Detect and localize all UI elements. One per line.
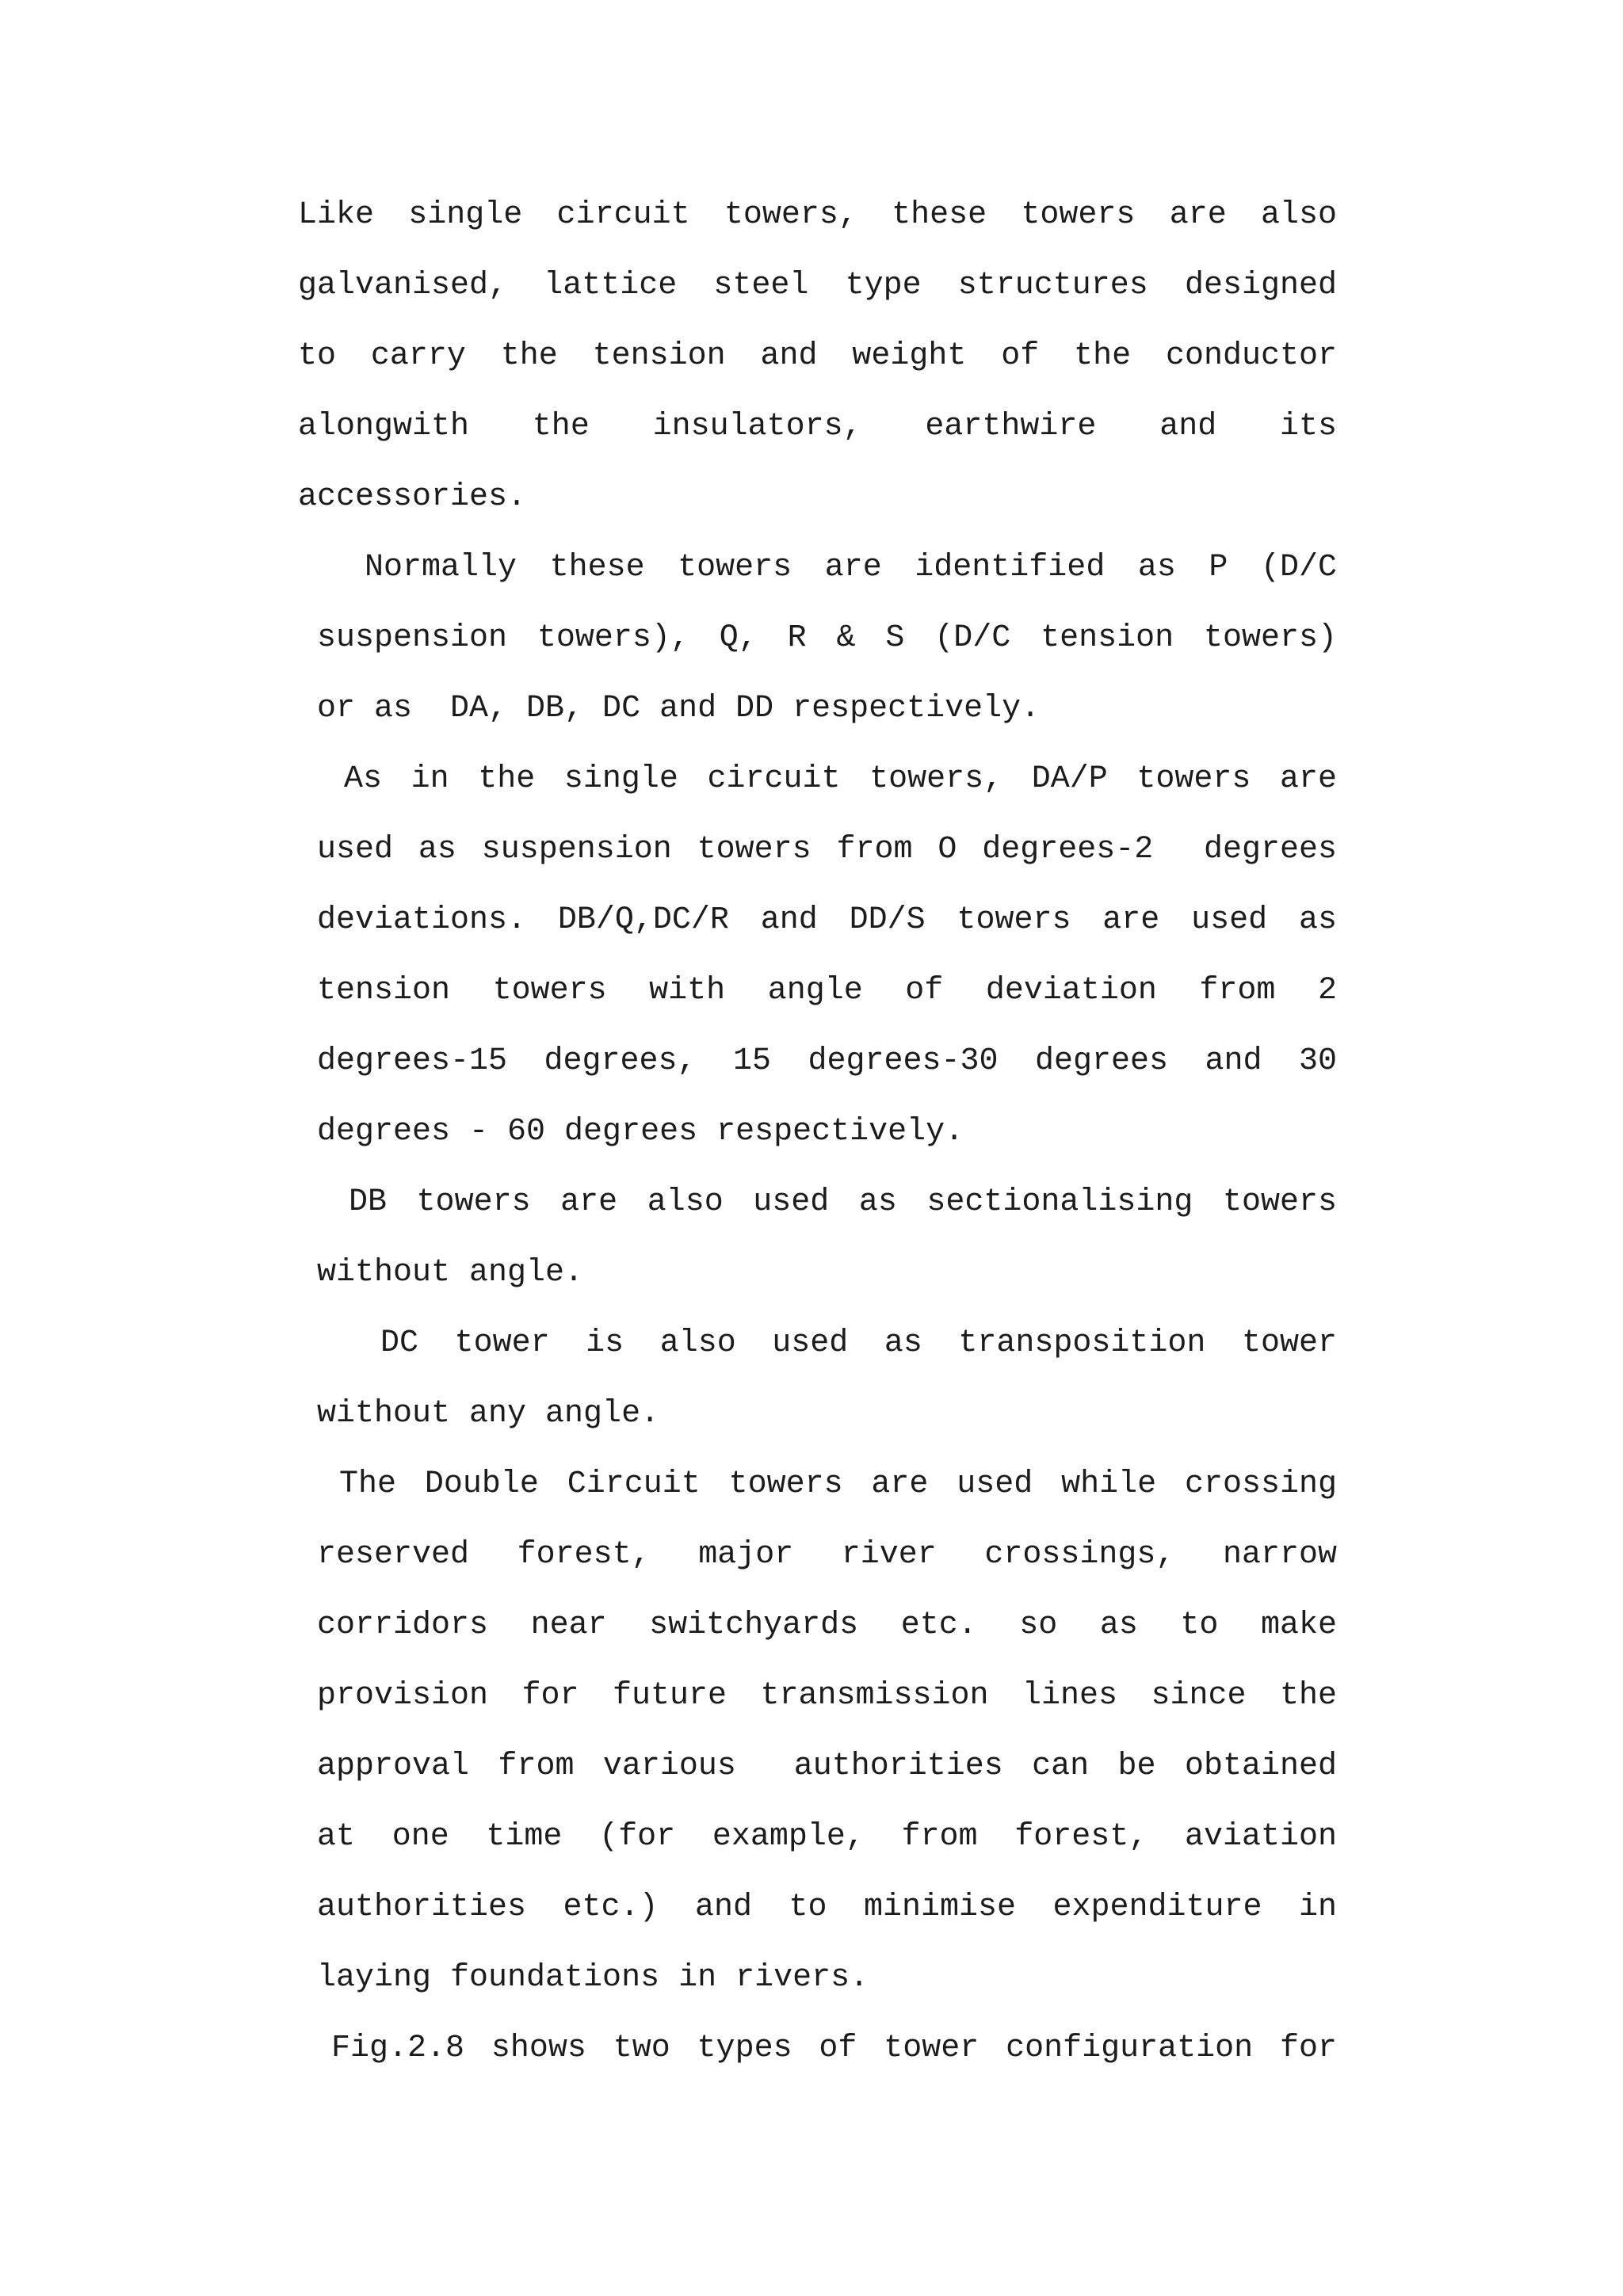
- text-line-4: alongwith the insulators, earthwire and its: [298, 409, 1337, 444]
- text-line-23: approval from various authorities can be obtained: [317, 1749, 1337, 1784]
- text-line-12: tension towers with angle of deviation from 2: [317, 973, 1337, 1009]
- text-line-24: at one time (for example, from forest, aviation: [317, 1819, 1337, 1855]
- text-line-10: used as suspension towers from O degrees-2 degrees: [317, 832, 1337, 868]
- text-line-19: The Double Circuit towers are used while crossing: [339, 1466, 1337, 1502]
- text-line-26: laying foundations in rivers.: [317, 1960, 869, 1996]
- text-line-20: reserved forest, major river crossings, narrow: [317, 1537, 1337, 1573]
- text-line-21: corridors near switchyards etc. so as to make: [317, 1608, 1337, 1643]
- text-line-25: authorities etc.) and to minimise expenditure in: [317, 1890, 1337, 1925]
- text-line-1: Like single circuit towers, these towers are also: [298, 197, 1337, 233]
- text-line-14: degrees - 60 degrees respectively.: [317, 1114, 964, 1150]
- text-line-9: As in the single circuit towers, DA/P towers are: [344, 761, 1337, 797]
- text-line-13: degrees-15 degrees, 15 degrees-30 degrees and 30: [317, 1043, 1337, 1079]
- text-line-17: DC tower is also used as transposition tower: [380, 1325, 1337, 1361]
- text-line-27: Fig.2.8 shows two types of tower configuration for: [331, 2031, 1337, 2066]
- text-line-2: galvanised, lattice steel type structures designed: [298, 268, 1337, 303]
- text-line-8: or as DA, DB, DC and DD respectively.: [317, 691, 1041, 727]
- text-line-11: deviations. DB/Q,DC/R and DD/S towers are used as: [317, 902, 1337, 938]
- text-line-7: suspension towers), Q, R & S (D/C tension towers): [317, 620, 1337, 656]
- text-line-5: accessories.: [298, 479, 527, 515]
- text-line-15: DB towers are also used as sectionalising towers: [349, 1184, 1337, 1220]
- text-line-16: without angle.: [317, 1255, 584, 1291]
- text-line-22: provision for future transmission lines since the: [317, 1678, 1337, 1714]
- text-line-18: without any angle.: [317, 1396, 660, 1432]
- text-line-6: Normally these towers are identified as P (D/C: [365, 550, 1337, 585]
- text-line-3: to carry the tension and weight of the conductor: [298, 338, 1337, 374]
